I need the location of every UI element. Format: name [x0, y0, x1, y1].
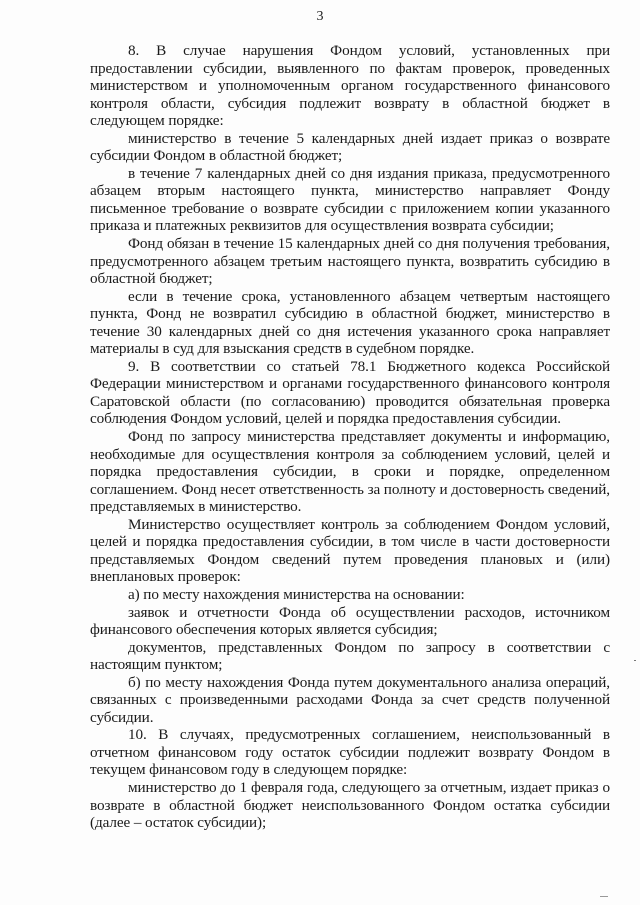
- paragraph-8-fund-obligation: Фонд обязан в течение 15 календарных дней со дня получения требования, предусмотренного абзацем третьим настоящего пункта, возвратить субсидию в областной бюджет;: [90, 235, 610, 288]
- page-number: 3: [316, 9, 324, 24]
- paragraph-9-item-a-documents: документов, представленных Фондом по запросу в соответствии с настоящим пунктом;: [90, 638, 610, 674]
- paragraph-9-intro: 9. В соответствии со статьей 78.1 Бюджетного кодекса Российской Федерации министерством и органами государственного финансового контроля Саратовской области (по согласованию) проводится обязательная проверка соблюдения Фондом условий, целей и порядка предоставления субсидии.: [90, 357, 610, 428]
- paragraph-8-order-issuance: министерство в течение 5 календарных дней издает приказ о возврате субсидии Фондом в областной бюджет;: [90, 129, 610, 165]
- paragraph-8-intro: 8. В случае нарушения Фондом условий, установленных при предоставлении субсидии, выявленного по фактам проверок, проведенных министерством и уполномоченным органом государственного финансового контроля области, субсидия подлежит возврату в областной бюджет в следующем порядке:: [90, 42, 610, 130]
- paragraph-10-intro: 10. В случаях, предусмотренных соглашением, неиспользованный в отчетном финансовом году остаток субсидии подлежит возврату Фондом в текущем финансовом году в следующем порядке:: [90, 726, 610, 779]
- paragraph-9-fund-documents: Фонд по запросу министерства представляет документы и информацию, необходимые для осуществления контроля за соблюдением условий, целей и порядка предоставления субсидии, в сроки и порядке, определенном соглашением. Фонд несет ответственность за полноту и достоверность сведений, представляемых в министерство.: [90, 428, 610, 516]
- paragraph-9-item-a: а) по месту нахождения министерства на основании:: [128, 585, 465, 603]
- paragraph-9-ministry-control: Министерство осуществляет контроль за соблюдением Фондом условий, целей и порядка предоставления субсидии, в том числе в части достоверности представляемых Фондом сведений путем проведения плановых и (или) внеплановых проверок:: [90, 515, 610, 586]
- paragraph-10-ministry-order: министерство до 1 февраля года, следующего за отчетным, издает приказ о возврате в областной бюджет неиспользованного Фондом остатка субсидии (далее – остаток субсидии);: [90, 778, 610, 832]
- paragraph-8-written-demand: в течение 7 календарных дней со дня издания приказа, предусмотренного абзацем вторым настоящего пункта, министерство направляет Фонду письменное требование о возврате субсидии с приложением копии указанного приказа и платежных реквизитов для осуществления возврата субсидии;: [90, 164, 610, 235]
- scan-edge-mark: [634, 660, 636, 661]
- scan-bottom-mark: [600, 896, 608, 897]
- paragraph-9-item-b: б) по месту нахождения Фонда путем документального анализа операций, связанных с произведенными расходами Фонда за счет средств полученной субсидии.: [90, 673, 610, 726]
- paragraph-9-item-a-reports: заявок и отчетности Фонда об осуществлении расходов, источником финансового обеспечения которых является субсидия;: [90, 603, 610, 639]
- paragraph-8-court-referral: если в течение срока, установленного абзацем четвертым настоящего пункта, Фонд не возвратил субсидию в областной бюджет, министерство в течение 30 календарных дней со дня истечения указанного срока направляет материалы в суд для взыскания средств в судебном порядке.: [90, 287, 610, 358]
- document-body: [90, 42, 610, 832]
